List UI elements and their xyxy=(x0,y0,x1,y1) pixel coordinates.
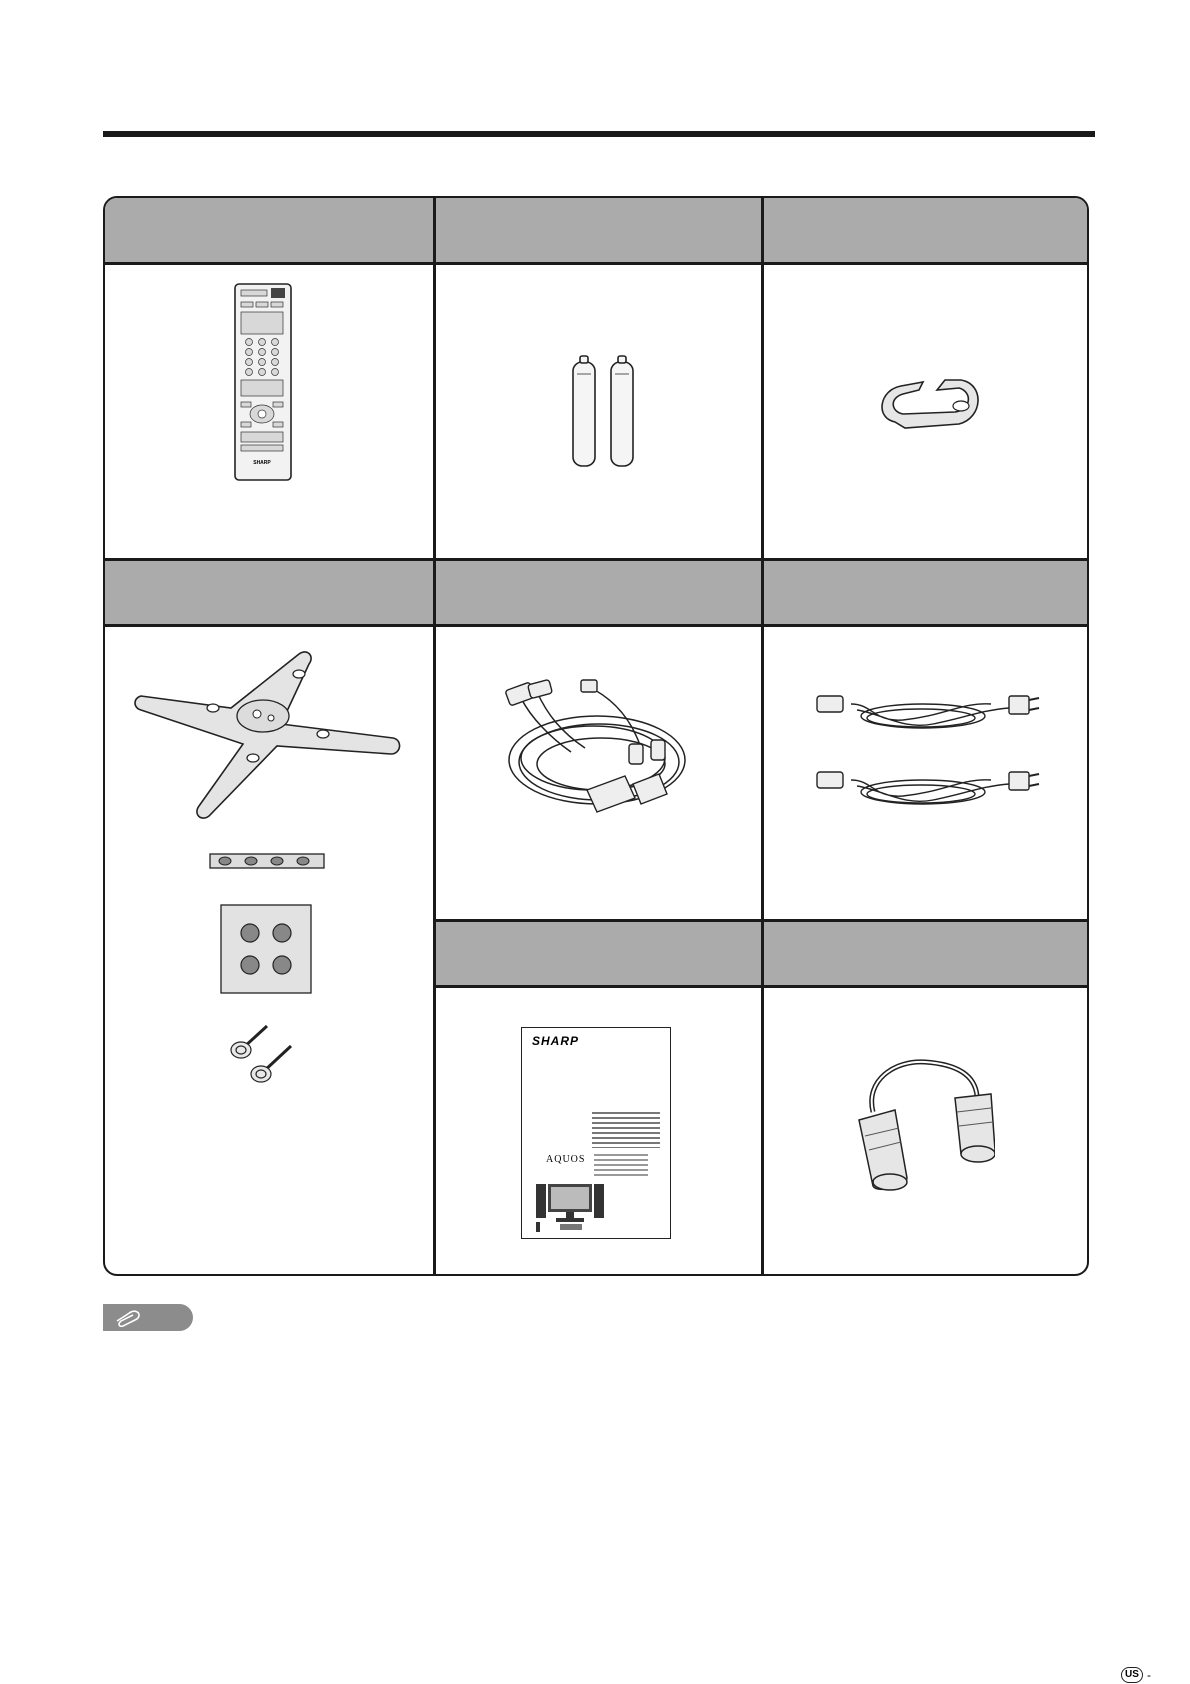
divider xyxy=(105,262,1089,265)
stand-pad-sheet-illustration xyxy=(219,903,313,995)
divider xyxy=(761,198,764,1276)
header-adapter-cable xyxy=(763,921,1089,985)
header-batteries xyxy=(435,198,761,262)
header-rgb-cable xyxy=(435,560,761,624)
page-separator: - xyxy=(1147,1668,1151,1682)
manual-brand-text: SHARP xyxy=(532,1034,580,1048)
stand-foot-strip-illustration xyxy=(209,852,325,870)
cable-clamp-illustration xyxy=(875,366,985,446)
page-footer xyxy=(1121,1667,1151,1683)
region-badge: US xyxy=(1121,1667,1143,1683)
divider xyxy=(105,558,1089,561)
rgb-cable-illustration xyxy=(501,678,697,828)
stand-illustration xyxy=(131,646,401,821)
divider xyxy=(433,919,1089,922)
header-remote-control xyxy=(105,198,433,262)
remote-control-illustration xyxy=(233,282,293,482)
divider xyxy=(105,624,1089,627)
batteries-illustration xyxy=(563,354,643,470)
manual-stripes xyxy=(592,1112,660,1148)
tv-thumbnail-icon xyxy=(534,1180,606,1232)
stand-screws-illustration xyxy=(223,1020,307,1092)
paperclip-icon xyxy=(113,1309,147,1327)
header-operation-manual xyxy=(435,921,761,985)
divider xyxy=(433,198,436,1276)
header-stand xyxy=(105,560,433,624)
header-cable-clamp xyxy=(763,198,1089,262)
manual-product-text: AQUOS xyxy=(546,1154,586,1165)
header-ac-cords xyxy=(763,560,1089,624)
note-badge xyxy=(103,1304,193,1331)
manual-stripes xyxy=(594,1154,648,1176)
page-title-rule xyxy=(103,131,1095,137)
ac-cords-illustration xyxy=(813,682,1043,822)
accessories-table xyxy=(103,196,1089,1276)
divider xyxy=(433,985,1089,988)
adapter-cable-illustration xyxy=(845,1050,995,1200)
operation-manual-illustration xyxy=(521,1027,671,1239)
remote-brand-text: SHARP xyxy=(253,460,271,466)
